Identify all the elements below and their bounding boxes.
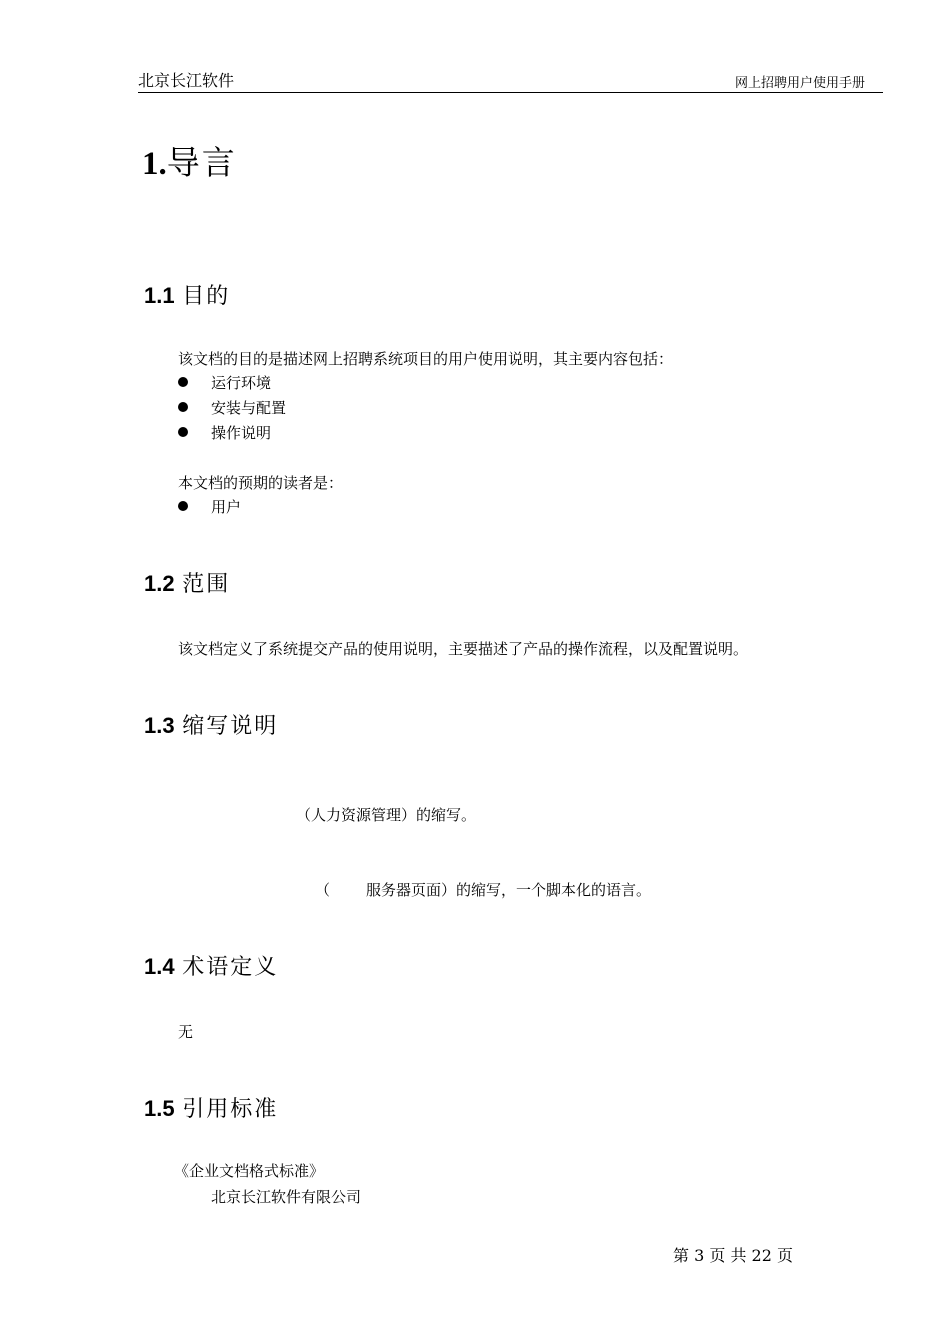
abbreviation-hrm: （人力资源管理）的缩写。 xyxy=(296,806,477,824)
list-item-text: 用户 xyxy=(211,498,242,516)
reference-standard: 《企业文档格式标准》 xyxy=(174,1162,325,1180)
chapter-number: 1. xyxy=(142,146,167,182)
chapter-title xyxy=(142,137,237,184)
purpose-intro: 该文档的目的是描述网上招聘系统项目的用户使用说明，其主要内容包括： xyxy=(178,350,674,368)
section-heading-abbreviations xyxy=(144,709,278,740)
reference-publisher: 北京长江软件有限公司 xyxy=(211,1188,362,1206)
section-title: 范围 xyxy=(182,572,231,597)
scope-text: 该文档定义了系统提交产品的使用说明，主要描述了产品的操作流程，以及配置说明。 xyxy=(178,640,749,658)
chapter-heading-text: 导言 xyxy=(166,143,237,182)
section-heading-scope xyxy=(144,567,230,598)
readers-intro: 本文档的预期的读者是： xyxy=(178,474,344,492)
section-heading-references xyxy=(144,1092,278,1123)
section-title: 缩写说明 xyxy=(182,714,279,739)
section-number: 1.4 xyxy=(144,954,175,979)
section-heading-terms xyxy=(144,950,278,981)
bullet-icon xyxy=(178,427,188,437)
section-number: 1.3 xyxy=(144,713,175,738)
terms-text: 无 xyxy=(178,1023,194,1041)
section-heading-purpose xyxy=(144,279,230,310)
list-item-text: 操作说明 xyxy=(211,424,272,442)
abbreviation-jsp-bracket: （ xyxy=(315,881,331,899)
page-number-footer: 第 3 页 共 22 页 xyxy=(673,1246,793,1265)
list-item-text: 运行环境 xyxy=(211,374,272,392)
section-title: 引用标准 xyxy=(182,1097,279,1122)
header-doc-title: 网上招聘用户使用手册 xyxy=(734,76,865,91)
header-company: 北京长江软件 xyxy=(138,71,235,90)
page-header xyxy=(138,64,883,93)
section-number: 1.2 xyxy=(144,571,175,596)
section-number: 1.1 xyxy=(144,283,175,308)
section-number: 1.5 xyxy=(144,1096,175,1121)
list-item-text: 安装与配置 xyxy=(211,399,287,417)
bullet-icon xyxy=(178,402,188,412)
abbreviation-jsp: 服务器页面）的缩写，一个脚本化的语言。 xyxy=(366,881,652,899)
bullet-icon xyxy=(178,377,188,387)
bullet-icon xyxy=(178,501,188,511)
section-title: 术语定义 xyxy=(182,955,279,980)
section-title: 目的 xyxy=(182,284,231,309)
